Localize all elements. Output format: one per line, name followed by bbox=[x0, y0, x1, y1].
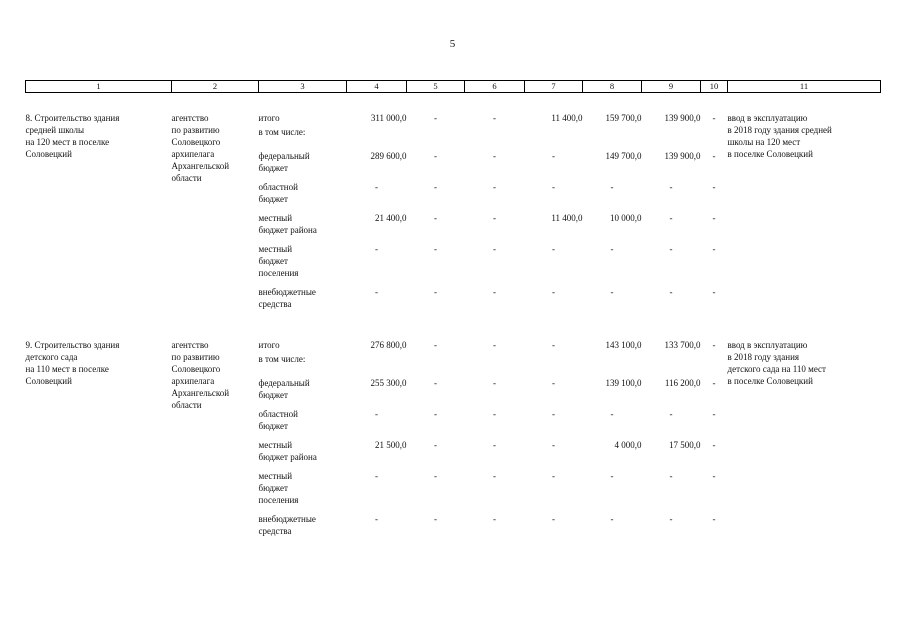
value-cell: - bbox=[434, 440, 437, 450]
value-cell: - bbox=[712, 409, 716, 419]
value-cell bbox=[642, 126, 701, 150]
page-number: 5 bbox=[449, 38, 456, 50]
value-cell: - bbox=[669, 471, 673, 481]
value-cell: - bbox=[434, 378, 437, 388]
text-line: на 120 мест в поселке bbox=[25, 137, 110, 147]
value-cell: - bbox=[712, 514, 716, 524]
value-cell: - bbox=[712, 151, 716, 161]
text-line: средней школы bbox=[25, 125, 85, 135]
value-cell bbox=[465, 353, 525, 377]
value-cell: - bbox=[434, 244, 437, 254]
text-line: местный bbox=[258, 471, 293, 481]
value-cell: - bbox=[493, 340, 496, 350]
value-cell: - bbox=[669, 182, 673, 192]
value-cell: - bbox=[552, 471, 555, 481]
column-header: 5 bbox=[407, 81, 465, 93]
text-line: в том числе: bbox=[258, 354, 306, 364]
column-header: 9 bbox=[642, 81, 701, 93]
funding-source bbox=[259, 470, 347, 513]
value-cell: 17 500,0 bbox=[669, 440, 701, 450]
column-header: 2 bbox=[172, 81, 259, 93]
column-header: 10 bbox=[701, 81, 728, 93]
value-cell bbox=[347, 126, 407, 150]
value-cell: - bbox=[712, 340, 716, 350]
value-cell: - bbox=[434, 151, 437, 161]
column-header: 8 bbox=[583, 81, 642, 93]
text-line: бюджет района bbox=[258, 452, 317, 462]
value-cell bbox=[347, 353, 407, 377]
value-cell: 21 400,0 bbox=[375, 213, 407, 223]
text-line: области bbox=[171, 173, 202, 183]
value-cell: - bbox=[375, 409, 378, 419]
value-cell: - bbox=[552, 440, 555, 450]
value-cell bbox=[701, 353, 728, 377]
value-cell: 143 100,0 bbox=[605, 340, 642, 350]
text-line: бюджет bbox=[258, 421, 288, 431]
value-cell: - bbox=[493, 409, 496, 419]
column-header: 3 bbox=[259, 81, 347, 93]
value-cell: - bbox=[434, 113, 437, 123]
text-line: Соловецкого bbox=[171, 364, 221, 374]
text-line: детского сада bbox=[25, 352, 78, 362]
table-body bbox=[26, 93, 881, 542]
value-cell: - bbox=[375, 471, 378, 481]
value-cell: 116 200,0 bbox=[664, 378, 701, 388]
value-cell: 255 300,0 bbox=[370, 378, 407, 388]
value-cell: - bbox=[552, 287, 555, 297]
value-cell: - bbox=[610, 409, 614, 419]
funding-source bbox=[259, 126, 347, 150]
text-line: 9. Строительство здания bbox=[25, 340, 120, 350]
text-line: в поселке Соловецкий bbox=[727, 376, 813, 386]
text-line: ввод в эксплуатацию bbox=[727, 340, 808, 350]
value-cell bbox=[407, 353, 465, 377]
text-line: средства bbox=[258, 526, 292, 536]
text-line: бюджет района bbox=[258, 225, 317, 235]
value-cell: 276 800,0 bbox=[370, 340, 407, 350]
value-cell: - bbox=[434, 182, 437, 192]
value-cell: - bbox=[493, 440, 496, 450]
text-line: бюджет bbox=[258, 194, 288, 204]
column-header: 6 bbox=[465, 81, 525, 93]
value-cell: - bbox=[712, 471, 716, 481]
spacer-cell bbox=[26, 314, 881, 339]
value-cell: - bbox=[493, 213, 496, 223]
value-cell: - bbox=[712, 113, 716, 123]
project-title bbox=[26, 339, 172, 541]
value-cell: 11 400,0 bbox=[551, 213, 583, 223]
funding-source bbox=[259, 408, 347, 439]
funding-source bbox=[259, 181, 347, 212]
text-line: внебюджетные bbox=[258, 287, 316, 297]
text-line: итого bbox=[258, 113, 280, 123]
spacer-row bbox=[26, 314, 881, 339]
text-line: в том числе: bbox=[258, 127, 306, 137]
value-cell: - bbox=[669, 287, 673, 297]
value-cell: - bbox=[552, 151, 555, 161]
value-cell bbox=[642, 353, 701, 377]
text-line: Соловецкий bbox=[25, 149, 72, 159]
text-line: области bbox=[171, 400, 202, 410]
table-row bbox=[26, 112, 881, 126]
value-cell: - bbox=[669, 213, 673, 223]
value-cell: - bbox=[712, 287, 716, 297]
value-cell: - bbox=[610, 514, 614, 524]
text-line: агентство bbox=[171, 113, 209, 123]
text-line: федеральный bbox=[258, 151, 310, 161]
value-cell: - bbox=[610, 287, 614, 297]
value-cell bbox=[583, 353, 642, 377]
value-cell: - bbox=[493, 113, 496, 123]
text-line: Архангельской bbox=[171, 388, 230, 398]
funding-source bbox=[259, 439, 347, 470]
text-line: бюджет bbox=[258, 256, 288, 266]
value-cell: - bbox=[552, 182, 555, 192]
funding-source bbox=[259, 339, 347, 353]
text-line: в поселке Соловецкий bbox=[727, 149, 813, 159]
text-line: на 110 мест в поселке bbox=[25, 364, 109, 374]
value-cell: - bbox=[552, 340, 555, 350]
responsible-agency bbox=[172, 339, 259, 541]
value-cell bbox=[701, 126, 728, 150]
text-line: по развитию bbox=[171, 352, 220, 362]
value-cell: - bbox=[610, 182, 614, 192]
text-line: бюджет bbox=[258, 483, 288, 493]
value-cell bbox=[465, 126, 525, 150]
value-cell: 289 600,0 bbox=[370, 151, 407, 161]
text-line: местный bbox=[258, 440, 293, 450]
value-cell: - bbox=[493, 244, 496, 254]
text-line: 8. Строительство здания bbox=[25, 113, 120, 123]
funding-source bbox=[259, 212, 347, 243]
text-line: бюджет bbox=[258, 163, 288, 173]
value-cell bbox=[407, 126, 465, 150]
text-line: Соловецкий bbox=[25, 376, 72, 386]
value-cell: 159 700,0 bbox=[605, 113, 642, 123]
text-line: федеральный bbox=[258, 378, 310, 388]
value-cell: 133 700,0 bbox=[664, 340, 701, 350]
value-cell: - bbox=[375, 244, 378, 254]
project-title bbox=[26, 112, 172, 314]
text-line: архипелага bbox=[171, 376, 215, 386]
value-cell bbox=[525, 353, 583, 377]
text-line: областной bbox=[258, 409, 298, 419]
funding-source bbox=[259, 243, 347, 286]
funding-source bbox=[259, 353, 347, 377]
value-cell: - bbox=[552, 244, 555, 254]
funding-source bbox=[259, 377, 347, 408]
value-cell: - bbox=[434, 287, 437, 297]
column-header: 7 bbox=[525, 81, 583, 93]
value-cell: - bbox=[712, 440, 716, 450]
responsible-agency bbox=[172, 112, 259, 314]
expected-result bbox=[728, 339, 881, 541]
value-cell: - bbox=[493, 182, 496, 192]
value-cell: - bbox=[434, 514, 437, 524]
value-cell: - bbox=[434, 213, 437, 223]
value-cell: 4 000,0 bbox=[614, 440, 642, 450]
text-line: в 2018 году здания bbox=[727, 352, 800, 362]
value-cell: - bbox=[669, 409, 673, 419]
value-cell: - bbox=[552, 514, 555, 524]
spacer-row bbox=[26, 93, 881, 113]
value-cell: - bbox=[375, 182, 378, 192]
value-cell: 311 000,0 bbox=[370, 113, 407, 123]
text-line: архипелага bbox=[171, 149, 215, 159]
value-cell: - bbox=[434, 471, 437, 481]
value-cell: - bbox=[493, 471, 496, 481]
text-line: в 2018 году здания средней bbox=[727, 125, 832, 135]
text-line: агентство bbox=[171, 340, 209, 350]
value-cell: - bbox=[669, 514, 673, 524]
table-row bbox=[26, 339, 881, 353]
value-cell: - bbox=[552, 409, 555, 419]
value-cell: - bbox=[610, 244, 614, 254]
funding-source bbox=[259, 513, 347, 541]
column-header: 11 bbox=[728, 81, 881, 93]
value-cell: 139 900,0 bbox=[664, 113, 701, 123]
value-cell: - bbox=[493, 514, 496, 524]
value-cell: - bbox=[375, 514, 378, 524]
value-cell: - bbox=[552, 378, 555, 388]
text-line: поселения bbox=[258, 495, 299, 505]
value-cell: - bbox=[375, 287, 378, 297]
text-line: внебюджетные bbox=[258, 514, 316, 524]
text-line: школы на 120 мест bbox=[727, 137, 801, 147]
column-number-row bbox=[26, 81, 881, 93]
text-line: Соловецкого bbox=[171, 137, 221, 147]
value-cell: - bbox=[712, 213, 716, 223]
value-cell: - bbox=[712, 244, 716, 254]
funding-source bbox=[259, 286, 347, 314]
expected-result bbox=[728, 112, 881, 314]
funding-source bbox=[259, 150, 347, 181]
value-cell: - bbox=[493, 287, 496, 297]
text-line: итого bbox=[258, 340, 280, 350]
text-line: местный bbox=[258, 213, 293, 223]
value-cell: - bbox=[610, 471, 614, 481]
text-line: по развитию bbox=[171, 125, 220, 135]
text-line: Архангельской bbox=[171, 161, 230, 171]
value-cell bbox=[583, 126, 642, 150]
value-cell: - bbox=[493, 378, 496, 388]
value-cell: 149 700,0 bbox=[605, 151, 642, 161]
value-cell: - bbox=[434, 409, 437, 419]
text-line: бюджет bbox=[258, 390, 288, 400]
spacer-cell bbox=[26, 93, 881, 113]
value-cell bbox=[525, 126, 583, 150]
text-line: местный bbox=[258, 244, 293, 254]
text-line: детского сада на 110 мест bbox=[727, 364, 826, 374]
value-cell: - bbox=[712, 182, 716, 192]
funding-table bbox=[25, 80, 881, 541]
text-line: ввод в эксплуатацию bbox=[727, 113, 808, 123]
column-header: 1 bbox=[26, 81, 172, 93]
column-header: 4 bbox=[347, 81, 407, 93]
value-cell: 139 100,0 bbox=[605, 378, 642, 388]
text-line: средства bbox=[258, 299, 292, 309]
funding-source bbox=[259, 112, 347, 126]
value-cell: 10 000,0 bbox=[610, 213, 642, 223]
value-cell: 139 900,0 bbox=[664, 151, 701, 161]
value-cell: - bbox=[712, 378, 716, 388]
text-line: областной bbox=[258, 182, 298, 192]
value-cell: 11 400,0 bbox=[551, 113, 583, 123]
value-cell: - bbox=[434, 340, 437, 350]
value-cell: - bbox=[493, 151, 496, 161]
text-line: поселения bbox=[258, 268, 299, 278]
value-cell: - bbox=[669, 244, 673, 254]
value-cell: 21 500,0 bbox=[375, 440, 407, 450]
